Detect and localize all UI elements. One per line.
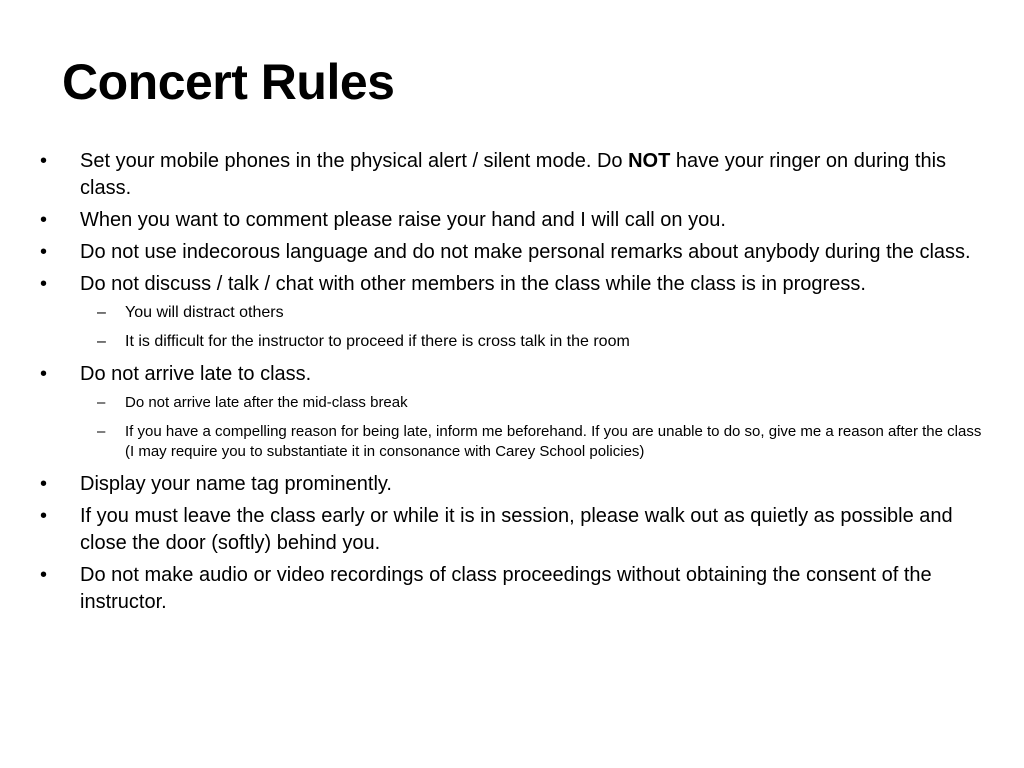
- bullet-item: [0, 503, 1024, 557]
- bullet-text: If you must leave the class early or while it is in session, please walk out as quietly as possible and close the door (softly) behind you.: [80, 505, 953, 554]
- bullet-icon: •: [40, 150, 48, 172]
- sub-bullet-text: If you have a compelling reason for being late, inform me beforehand. If you are unable to do so, give me a reason after the class (I may require you to substantiate it in consonance with Carey School policies): [125, 423, 982, 460]
- sub-bullet-item: [0, 393, 1024, 413]
- bullet-text: Do not arrive late to class.: [80, 363, 312, 385]
- bullet-icon: •: [40, 241, 48, 263]
- bullet-item: [0, 361, 1024, 388]
- bullet-item: [0, 471, 1024, 498]
- sub-bullet-item: [0, 303, 1024, 323]
- bullet-item: [0, 239, 1024, 266]
- emphasis-text: NOT: [628, 150, 671, 172]
- bullet-text: Do not use indecorous language and do not make personal remarks about anybody during the class.: [80, 241, 971, 263]
- bullet-icon: •: [40, 273, 48, 295]
- bullet-icon: •: [40, 209, 48, 231]
- bullet-text: Set your mobile phones in the physical alert / silent mode. Do NOT have your ringer on during this class.: [80, 150, 947, 199]
- sub-bullet-text: Do not arrive late after the mid-class break: [125, 394, 408, 411]
- bullet-text: Do not discuss / talk / chat with other members in the class while the class is in progress.: [80, 273, 866, 295]
- bullet-icon: •: [40, 505, 48, 527]
- sub-list: [0, 303, 1024, 352]
- bullet-item: [0, 562, 1024, 616]
- sub-list: [0, 393, 1024, 462]
- bullet-item: [0, 148, 1024, 202]
- sub-bullet-item: [0, 332, 1024, 352]
- sub-bullet-text: You will distract others: [125, 304, 284, 321]
- dash-icon: –: [97, 423, 106, 440]
- bullet-icon: •: [40, 564, 48, 586]
- slide-title: Concert Rules: [62, 54, 395, 110]
- dash-icon: –: [97, 394, 106, 411]
- bullet-item: [0, 271, 1024, 298]
- bullet-text: Do not make audio or video recordings of class proceedings without obtaining the consent of the instructor.: [80, 564, 932, 613]
- sub-bullet-item: [0, 422, 1024, 462]
- bullet-list: [0, 148, 1024, 621]
- bullet-icon: •: [40, 363, 48, 385]
- bullet-text: Display your name tag prominently.: [80, 473, 392, 495]
- dash-icon: –: [97, 304, 106, 321]
- dash-icon: –: [97, 333, 106, 350]
- bullet-icon: •: [40, 473, 48, 495]
- bullet-item: [0, 207, 1024, 234]
- bullet-text: When you want to comment please raise your hand and I will call on you.: [80, 209, 726, 231]
- sub-bullet-text: It is difficult for the instructor to proceed if there is cross talk in the room: [125, 333, 630, 350]
